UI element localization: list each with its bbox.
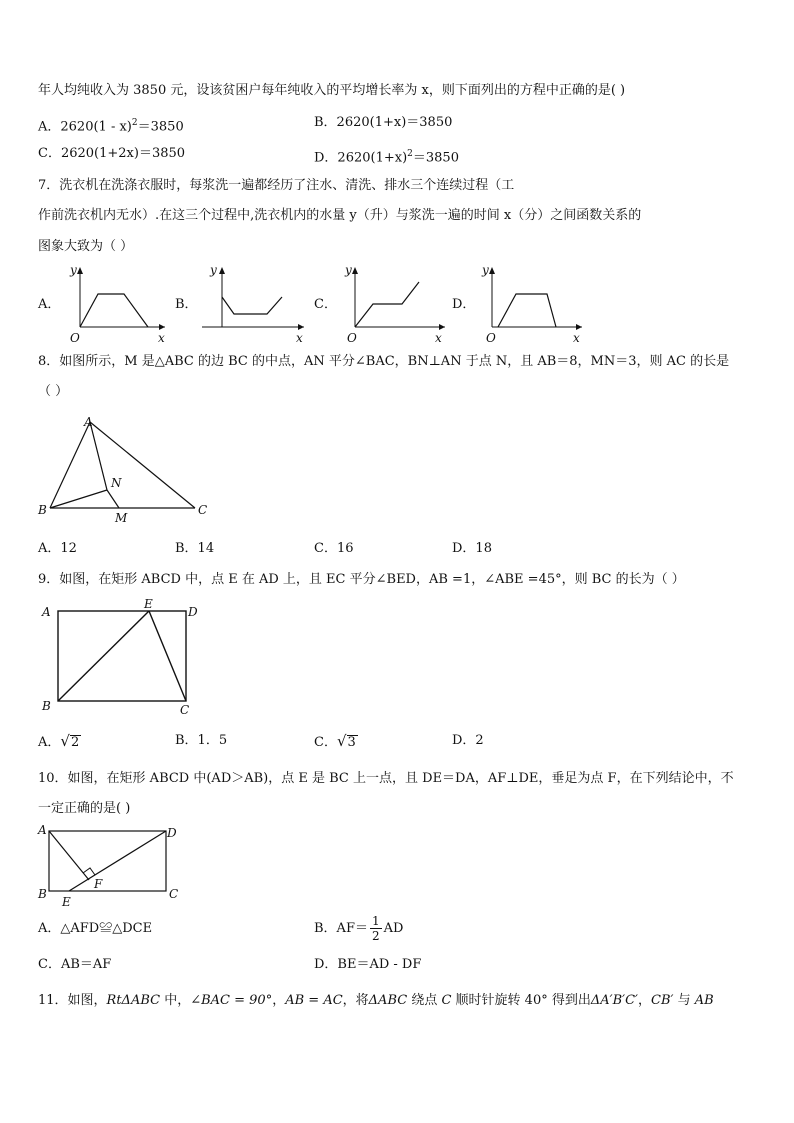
x-axis-arrow-icon <box>159 324 165 330</box>
q7-label-a: A． <box>38 297 61 312</box>
y-axis-arrow-icon <box>489 267 495 274</box>
fraction-one-half: $\frac{1}{2}$ <box>371 914 380 943</box>
y-axis-label: y <box>482 263 489 277</box>
x-axis-arrow-icon <box>439 324 445 330</box>
q7-graph-a <box>60 262 170 344</box>
q10-option-c: C．AB＝AF <box>38 957 112 972</box>
q9-option-d: D．2 <box>452 733 484 748</box>
sqrt-icon: √ <box>60 732 70 750</box>
point-a-label: A <box>84 415 93 429</box>
point-a-label: A <box>38 823 47 837</box>
q8-option-b: B．14 <box>175 541 215 556</box>
segment-ec <box>149 611 186 701</box>
q7-label-b: B． <box>175 297 198 312</box>
segment-an <box>90 422 107 490</box>
point-b-label: B <box>38 887 47 901</box>
q10-rectangle-figure <box>36 822 186 910</box>
x-axis-label: x <box>296 331 303 345</box>
point-d-label: D <box>188 605 198 619</box>
q6-option-a: A．2620(1 - x)$^2$＝3850 <box>38 118 184 135</box>
q10-option-a: A．△AFD≌△DCE <box>38 921 153 936</box>
x-axis-label: x <box>158 331 165 345</box>
point-d-label: D <box>167 826 177 840</box>
y-axis-label: y <box>345 263 352 277</box>
q7-label-c: C． <box>314 297 337 312</box>
point-b-label: B <box>42 699 51 713</box>
point-b-label: B <box>38 503 47 517</box>
y-axis-label: y <box>210 263 217 277</box>
q9-option-c: C．√3 <box>314 732 356 750</box>
origin-label: O <box>347 331 357 345</box>
sqrt-icon: √ <box>336 732 347 750</box>
point-e-label: E <box>144 597 153 611</box>
q9-option-b: B．1．5 <box>175 733 228 748</box>
graph-curve <box>80 294 148 327</box>
point-c-label: C <box>180 703 190 717</box>
q7-label-d: D． <box>452 297 476 312</box>
segment-de <box>69 831 166 891</box>
point-e-label: E <box>62 895 71 909</box>
segment-nm <box>107 490 119 508</box>
rectangle-abcd <box>49 831 166 891</box>
q6-option-c: C．2620(1+2x)＝3850 <box>38 146 186 161</box>
x-axis-arrow-icon <box>298 324 304 330</box>
point-a-label: A <box>42 605 51 619</box>
graph-curve <box>222 297 282 314</box>
segment-ac <box>90 422 195 508</box>
q7-stem-line3: 图象大致为（ ） <box>38 239 134 254</box>
point-c-label: C <box>198 503 208 517</box>
q10-option-d: D．BE＝AD - DF <box>314 957 422 972</box>
q6-option-b: B．2620(1+x)＝3850 <box>314 115 453 130</box>
q8-stem-line2: （ ） <box>38 384 69 399</box>
point-n-label: N <box>111 476 122 490</box>
q8-triangle-figure <box>35 412 215 527</box>
q11-stem: 11．如图，RtΔABC 中，∠BAC = 90°，AB = AC，将ΔABC 绕点 C 顺时针旋转 40° 得到出ΔA′B′C′，CB′ 与 AB <box>38 993 714 1008</box>
graph-curve <box>498 294 556 327</box>
segment-bn <box>50 490 107 508</box>
q7-stem-line1: 7．洗衣机在洗涤衣服时，每浆洗一遍都经历了注水、清洗、排水三个连续过程（工 <box>38 178 515 193</box>
y-axis-label: y <box>70 263 77 277</box>
origin-label: O <box>70 331 80 345</box>
q8-option-d: D．18 <box>452 541 492 556</box>
q7-stem-line2: 作前洗衣机内无水）.在这三个过程中,洗衣机内的水量 y（升）与浆洗一遍的时间 x（分）之间函数关系的 <box>38 208 642 223</box>
q6-stem: 年人均纯收入为 3850 元，设该贫困户每年纯收入的平均增长率为 x，则下面列出的方程中正确的是( ) <box>38 83 626 98</box>
origin-label: O <box>486 331 496 345</box>
q9-stem: 9．如图，在矩形 ABCD 中，点 E 在 AD 上，且 EC 平分∠BED，AB =1，∠ABE =45°，则 BC 的长为（ ） <box>38 572 685 587</box>
y-axis-arrow-icon <box>352 267 358 274</box>
x-axis-arrow-icon <box>576 324 582 330</box>
point-c-label: C <box>169 887 179 901</box>
q7-graph-c <box>335 262 450 344</box>
q10-stem-line1: 10．如图，在矩形 ABCD 中(AD＞AB)，点 E 是 BC 上一点，且 DE＝DA，AF⊥DE，垂足为点 F，在下列结论中，不 <box>38 771 734 786</box>
q10-option-b: B．AF＝ $\frac{1}{2}$ AD <box>314 914 404 943</box>
y-axis-arrow-icon <box>77 267 83 274</box>
q7-graph-b <box>192 262 312 344</box>
q6-option-d: D．$2620(1+x)^2=3850$ <box>314 149 459 166</box>
segment-be <box>58 611 149 701</box>
q7-graph-d <box>472 262 587 344</box>
x-axis-label: x <box>573 331 580 345</box>
q8-option-c: C．16 <box>314 541 354 556</box>
y-axis-arrow-icon <box>219 267 225 274</box>
q10-stem-line2: 一定正确的是( ) <box>38 801 131 816</box>
segment-ab <box>50 422 90 508</box>
q9-option-a: A．√2 <box>38 732 80 750</box>
q8-stem-line1: 8．如图所示，M 是△ABC 的边 BC 的中点，AN 平分∠BAC，BN⊥AN 于点 N，且 AB＝8，MN＝3，则 AC 的长是 <box>38 354 730 369</box>
graph-curve <box>355 282 419 327</box>
point-f-label: F <box>94 877 103 891</box>
q8-option-a: A．12 <box>38 541 77 556</box>
x-axis-label: x <box>435 331 442 345</box>
point-m-label: M <box>115 511 128 525</box>
q9-rectangle-figure <box>40 598 210 718</box>
